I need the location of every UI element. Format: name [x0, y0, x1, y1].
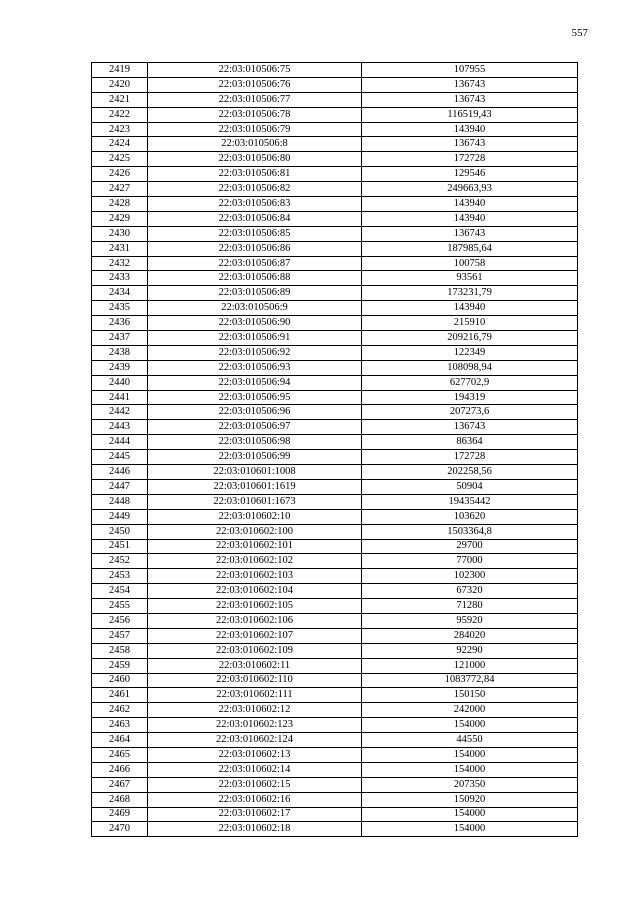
cadastral-number-cell: 22:03:010506:96	[148, 405, 362, 420]
cadastral-number-cell: 22:03:010506:92	[148, 345, 362, 360]
cadastral-number-cell: 22:03:010506:82	[148, 182, 362, 197]
table-row	[92, 569, 578, 584]
row-number-cell: 2468	[92, 792, 148, 807]
value-cell: 143940	[362, 122, 578, 137]
table-row	[92, 822, 578, 837]
row-number-cell: 2446	[92, 465, 148, 480]
row-number-cell: 2459	[92, 658, 148, 673]
row-number-cell: 2437	[92, 331, 148, 346]
cadastral-number-cell: 22:03:010602:110	[148, 673, 362, 688]
cadastral-number-cell: 22:03:010602:16	[148, 792, 362, 807]
cadastral-number-cell: 22:03:010602:104	[148, 584, 362, 599]
cadastral-number-cell: 22:03:010602:123	[148, 718, 362, 733]
table-row	[92, 197, 578, 212]
table-row	[92, 77, 578, 92]
table-row	[92, 286, 578, 301]
table-row	[92, 211, 578, 226]
table-row	[92, 554, 578, 569]
cadastral-number-cell: 22:03:010602:13	[148, 747, 362, 762]
value-cell: 143940	[362, 211, 578, 226]
value-cell: 121000	[362, 658, 578, 673]
row-number-cell: 2447	[92, 479, 148, 494]
row-number-cell: 2454	[92, 584, 148, 599]
row-number-cell: 2451	[92, 539, 148, 554]
row-number-cell: 2435	[92, 301, 148, 316]
value-cell: 19435442	[362, 494, 578, 509]
table-row	[92, 271, 578, 286]
row-number-cell: 2432	[92, 256, 148, 271]
cadastral-number-cell: 22:03:010506:75	[148, 63, 362, 78]
row-number-cell: 2420	[92, 77, 148, 92]
table-row	[92, 792, 578, 807]
cadastral-number-cell: 22:03:010506:86	[148, 241, 362, 256]
cadastral-number-cell: 22:03:010602:18	[148, 822, 362, 837]
cadastral-number-cell: 22:03:010602:106	[148, 613, 362, 628]
cadastral-value-table	[91, 62, 578, 837]
table-row	[92, 450, 578, 465]
table-row	[92, 63, 578, 78]
table-row	[92, 167, 578, 182]
value-cell: 136743	[362, 137, 578, 152]
row-number-cell: 2453	[92, 569, 148, 584]
cadastral-number-cell: 22:03:010506:9	[148, 301, 362, 316]
value-cell: 215910	[362, 316, 578, 331]
row-number-cell: 2445	[92, 450, 148, 465]
row-number-cell: 2421	[92, 92, 148, 107]
row-number-cell: 2449	[92, 509, 148, 524]
row-number-cell: 2430	[92, 226, 148, 241]
value-cell: 172728	[362, 152, 578, 167]
table-row	[92, 658, 578, 673]
cadastral-number-cell: 22:03:010602:11	[148, 658, 362, 673]
value-cell: 71280	[362, 599, 578, 614]
table-row	[92, 599, 578, 614]
row-number-cell: 2442	[92, 405, 148, 420]
table-row	[92, 539, 578, 554]
cadastral-number-cell: 22:03:010506:77	[148, 92, 362, 107]
table-row	[92, 628, 578, 643]
row-number-cell: 2425	[92, 152, 148, 167]
value-cell: 207273,6	[362, 405, 578, 420]
value-cell: 249663,93	[362, 182, 578, 197]
cadastral-number-cell: 22:03:010602:10	[148, 509, 362, 524]
cadastral-number-cell: 22:03:010601:1008	[148, 465, 362, 480]
row-number-cell: 2429	[92, 211, 148, 226]
value-cell: 627702,9	[362, 375, 578, 390]
page-number: 557	[571, 27, 588, 39]
table-row	[92, 643, 578, 658]
cadastral-number-cell: 22:03:010602:124	[148, 733, 362, 748]
value-cell: 44550	[362, 733, 578, 748]
table-row	[92, 226, 578, 241]
row-number-cell: 2448	[92, 494, 148, 509]
row-number-cell: 2434	[92, 286, 148, 301]
value-cell: 122349	[362, 345, 578, 360]
table-row	[92, 733, 578, 748]
table-row	[92, 613, 578, 628]
table-body	[92, 63, 578, 837]
row-number-cell: 2423	[92, 122, 148, 137]
table-row	[92, 301, 578, 316]
row-number-cell: 2458	[92, 643, 148, 658]
table-row	[92, 465, 578, 480]
cadastral-number-cell: 22:03:010506:85	[148, 226, 362, 241]
cadastral-number-cell: 22:03:010506:99	[148, 450, 362, 465]
value-cell: 1503364,8	[362, 524, 578, 539]
value-cell: 284020	[362, 628, 578, 643]
value-cell: 29700	[362, 539, 578, 554]
cadastral-number-cell: 22:03:010506:78	[148, 107, 362, 122]
value-cell: 154000	[362, 762, 578, 777]
cadastral-number-cell: 22:03:010602:17	[148, 807, 362, 822]
row-number-cell: 2440	[92, 375, 148, 390]
table-row	[92, 375, 578, 390]
cadastral-number-cell: 22:03:010602:102	[148, 554, 362, 569]
row-number-cell: 2444	[92, 435, 148, 450]
table-row	[92, 345, 578, 360]
value-cell: 194319	[362, 390, 578, 405]
table-row	[92, 747, 578, 762]
cadastral-number-cell: 22:03:010602:111	[148, 688, 362, 703]
row-number-cell: 2427	[92, 182, 148, 197]
row-number-cell: 2462	[92, 703, 148, 718]
row-number-cell: 2422	[92, 107, 148, 122]
cadastral-number-cell: 22:03:010602:12	[148, 703, 362, 718]
table-row	[92, 122, 578, 137]
table-row	[92, 420, 578, 435]
table-row	[92, 524, 578, 539]
cadastral-number-cell: 22:03:010506:84	[148, 211, 362, 226]
value-cell: 209216,79	[362, 331, 578, 346]
cadastral-number-cell: 22:03:010506:91	[148, 331, 362, 346]
value-cell: 173231,79	[362, 286, 578, 301]
table-row	[92, 479, 578, 494]
table-row	[92, 509, 578, 524]
value-cell: 143940	[362, 197, 578, 212]
table-row	[92, 807, 578, 822]
value-cell: 100758	[362, 256, 578, 271]
cadastral-number-cell: 22:03:010602:101	[148, 539, 362, 554]
table-row	[92, 405, 578, 420]
table-row	[92, 494, 578, 509]
cadastral-number-cell: 22:03:010506:87	[148, 256, 362, 271]
table-row	[92, 718, 578, 733]
value-cell: 67320	[362, 584, 578, 599]
table-row	[92, 360, 578, 375]
cadastral-number-cell: 22:03:010506:88	[148, 271, 362, 286]
cadastral-number-cell: 22:03:010602:15	[148, 777, 362, 792]
value-cell: 143940	[362, 301, 578, 316]
value-cell: 102300	[362, 569, 578, 584]
table-row	[92, 107, 578, 122]
row-number-cell: 2466	[92, 762, 148, 777]
cadastral-number-cell: 22:03:010506:89	[148, 286, 362, 301]
table-row	[92, 703, 578, 718]
table-row	[92, 688, 578, 703]
table-row	[92, 762, 578, 777]
table-row	[92, 435, 578, 450]
table-row	[92, 92, 578, 107]
value-cell: 202258,56	[362, 465, 578, 480]
row-number-cell: 2450	[92, 524, 148, 539]
cadastral-number-cell: 22:03:010506:8	[148, 137, 362, 152]
cadastral-number-cell: 22:03:010506:98	[148, 435, 362, 450]
value-cell: 154000	[362, 747, 578, 762]
row-number-cell: 2433	[92, 271, 148, 286]
row-number-cell: 2456	[92, 613, 148, 628]
value-cell: 116519,43	[362, 107, 578, 122]
cadastral-number-cell: 22:03:010506:83	[148, 197, 362, 212]
value-cell: 150920	[362, 792, 578, 807]
row-number-cell: 2441	[92, 390, 148, 405]
table-row	[92, 152, 578, 167]
row-number-cell: 2436	[92, 316, 148, 331]
table-row	[92, 777, 578, 792]
value-cell: 154000	[362, 807, 578, 822]
value-cell: 242000	[362, 703, 578, 718]
row-number-cell: 2465	[92, 747, 148, 762]
cadastral-number-cell: 22:03:010506:81	[148, 167, 362, 182]
cadastral-number-cell: 22:03:010506:93	[148, 360, 362, 375]
table-row	[92, 673, 578, 688]
row-number-cell: 2424	[92, 137, 148, 152]
value-cell: 207350	[362, 777, 578, 792]
table-row	[92, 316, 578, 331]
cadastral-number-cell: 22:03:010602:103	[148, 569, 362, 584]
row-number-cell: 2469	[92, 807, 148, 822]
cadastral-number-cell: 22:03:010602:109	[148, 643, 362, 658]
row-number-cell: 2443	[92, 420, 148, 435]
row-number-cell: 2457	[92, 628, 148, 643]
row-number-cell: 2439	[92, 360, 148, 375]
cadastral-number-cell: 22:03:010601:1673	[148, 494, 362, 509]
row-number-cell: 2428	[92, 197, 148, 212]
cadastral-number-cell: 22:03:010506:95	[148, 390, 362, 405]
cadastral-number-cell: 22:03:010506:97	[148, 420, 362, 435]
value-cell: 154000	[362, 718, 578, 733]
cadastral-number-cell: 22:03:010506:90	[148, 316, 362, 331]
table-row	[92, 137, 578, 152]
row-number-cell: 2455	[92, 599, 148, 614]
cadastral-number-cell: 22:03:010506:80	[148, 152, 362, 167]
row-number-cell: 2438	[92, 345, 148, 360]
value-cell: 136743	[362, 92, 578, 107]
value-cell: 50904	[362, 479, 578, 494]
table-row	[92, 390, 578, 405]
value-cell: 129546	[362, 167, 578, 182]
cadastral-number-cell: 22:03:010602:14	[148, 762, 362, 777]
value-cell: 107955	[362, 63, 578, 78]
row-number-cell: 2464	[92, 733, 148, 748]
value-cell: 172728	[362, 450, 578, 465]
row-number-cell: 2460	[92, 673, 148, 688]
value-cell: 1083772,84	[362, 673, 578, 688]
table-row	[92, 241, 578, 256]
value-cell: 77000	[362, 554, 578, 569]
cadastral-number-cell: 22:03:010506:79	[148, 122, 362, 137]
cadastral-number-cell: 22:03:010506:76	[148, 77, 362, 92]
value-cell: 103620	[362, 509, 578, 524]
row-number-cell: 2463	[92, 718, 148, 733]
table-row	[92, 331, 578, 346]
value-cell: 136743	[362, 226, 578, 241]
value-cell: 86364	[362, 435, 578, 450]
row-number-cell: 2470	[92, 822, 148, 837]
table-row	[92, 256, 578, 271]
table-row	[92, 182, 578, 197]
row-number-cell: 2467	[92, 777, 148, 792]
table-row	[92, 584, 578, 599]
cadastral-number-cell: 22:03:010602:107	[148, 628, 362, 643]
row-number-cell: 2461	[92, 688, 148, 703]
value-cell: 187985,64	[362, 241, 578, 256]
row-number-cell: 2426	[92, 167, 148, 182]
value-cell: 95920	[362, 613, 578, 628]
value-cell: 92290	[362, 643, 578, 658]
row-number-cell: 2452	[92, 554, 148, 569]
value-cell: 93561	[362, 271, 578, 286]
value-cell: 108098,94	[362, 360, 578, 375]
value-cell: 150150	[362, 688, 578, 703]
cadastral-number-cell: 22:03:010601:1619	[148, 479, 362, 494]
cadastral-number-cell: 22:03:010602:105	[148, 599, 362, 614]
value-cell: 154000	[362, 822, 578, 837]
value-cell: 136743	[362, 77, 578, 92]
row-number-cell: 2419	[92, 63, 148, 78]
cadastral-number-cell: 22:03:010602:100	[148, 524, 362, 539]
row-number-cell: 2431	[92, 241, 148, 256]
value-cell: 136743	[362, 420, 578, 435]
cadastral-number-cell: 22:03:010506:94	[148, 375, 362, 390]
